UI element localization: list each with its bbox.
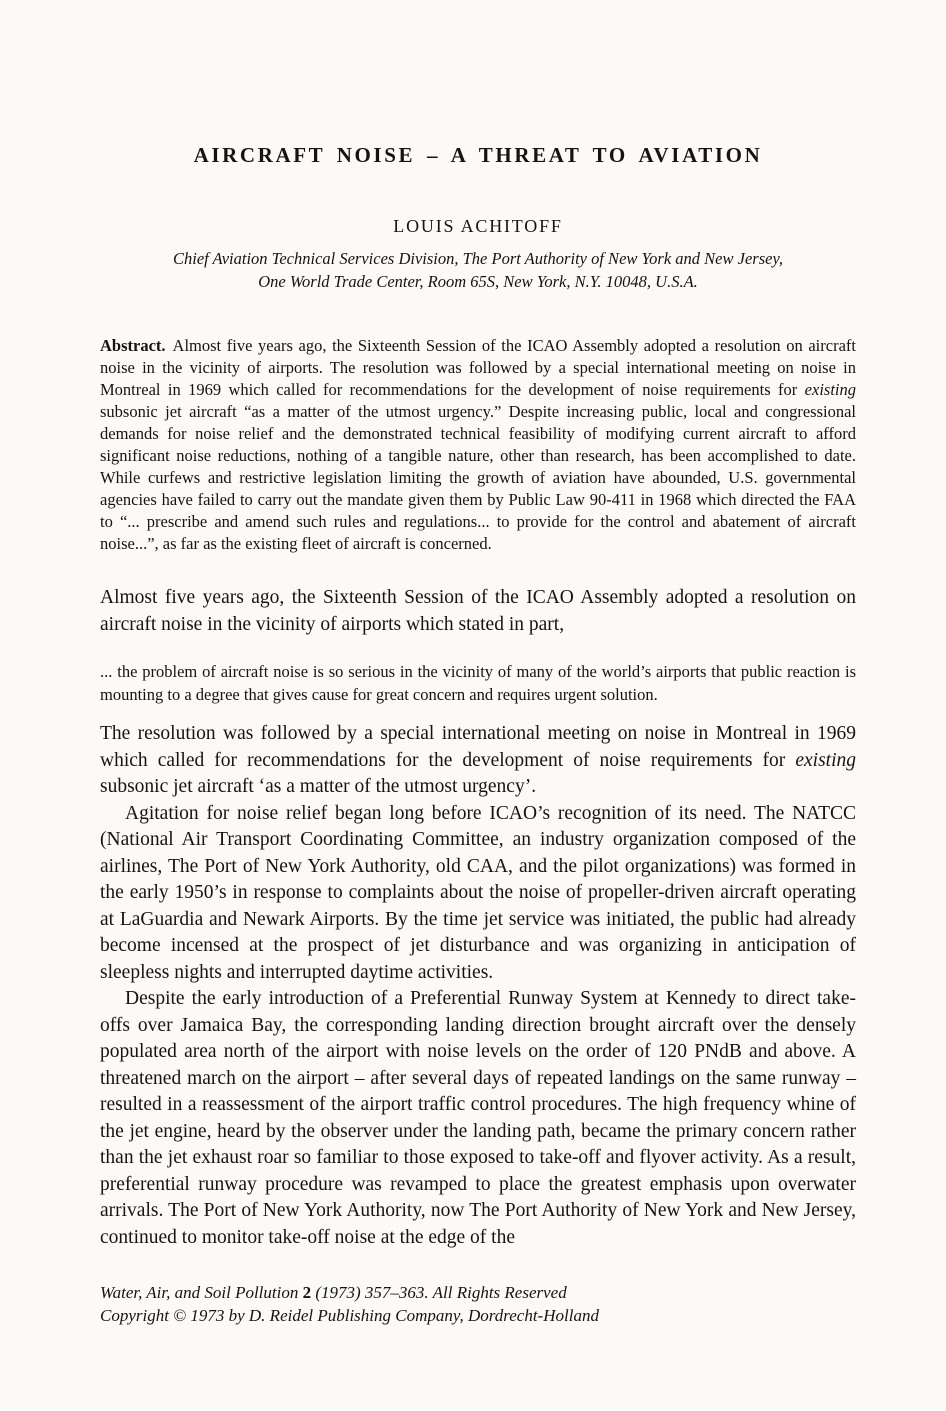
abstract (100, 335, 856, 555)
paragraph-resolution-text-2: subsonic jet aircraft ‘as a matter of the utmost urgency’. (100, 776, 537, 797)
footer-journal-name: Water, Air, and Soil Pollution (100, 1283, 303, 1302)
paragraph-kennedy: Despite the early introduction of a Preferential Runway System at Kennedy to direct take-offs over Jamaica Bay, the corresponding landing direction brought aircraft over the densely populated area north of the airport with noise levels on the order of 120 PNdB and above. A threatened march on the airport – after several days of repeated landings on the same runway – resulted in a reassessment of the airport traffic control procedures. The high frequency whine of the jet engine, heard by the observer under the landing path, became the primary concern rather than the jet exhaust roar so familiar to those exposed to take-off and flyover activity. As a result, preferential runway procedure was revamped to place the greatest emphasis upon overwater arrivals. The Port of New York Authority, now The Port Authority of New York and New Jersey, continued to monitor take-off noise at the edge of the (100, 988, 856, 1248)
paper-title: AIRCRAFT NOISE – A THREAT TO AVIATION (193, 143, 763, 167)
abstract-text-2: subsonic jet aircraft “as a matter of the utmost urgency.” Despite increasing public, local and congressional demands for noise relief and the demonstrated technical feasibility of modifying current aircraft to afford significant noise reductions, nothing of a tangible nature, other than research, has been accomplished to date. While curfews and restrictive legislation limiting the growth of aviation have abounded, U.S. governmental agencies have failed to carry out the mandate given them by Public Law 90-411 in 1968 which directed the FAA to “... prescribe and amend such rules and regulations... to provide for the control and abatement of aircraft noise...”, as far as the existing fleet of aircraft is concerned. (100, 402, 856, 553)
footer-rights: All Rights Reserved (432, 1283, 567, 1302)
paragraph-resolution-text-1: The resolution was followed by a special international meeting on noise in Montreal in 1969 which called for recommendations for the development of noise requirements for (100, 723, 856, 771)
block-quote: ... the problem of aircraft noise is so serious in the vicinity of many of the world’s airports that public reaction is mounting to a degree that gives cause for great concern and requires urgent solution. (100, 662, 856, 704)
abstract-label: Abstract. (100, 336, 166, 355)
abstract-emphasis: existing (804, 380, 856, 399)
footer-copyright: Copyright © 1973 by D. Reidel Publishing Company, Dordrecht-Holland (100, 1306, 599, 1325)
footer-volume: 2 (302, 1283, 312, 1302)
paragraph-agitation: Agitation for noise relief began long before ICAO’s recognition of its need. The NATCC (National Air Transport Coordinating Committee, an industry organization composed of the airlines, The Port of New York Authority, old CAA, and the pilot organizations) was formed in the early 1950’s in response to complaints about the noise of propeller-driven aircraft operating at LaGuardia and Newark Airports. By the time jet service was initiated, the public had already become incensed at the prospect of jet disturbance and was organizing in anticipation of sleepless nights and interrupted daytime activities. (100, 802, 856, 983)
author-name: LOUIS ACHITOFF (393, 216, 563, 236)
journal-footer (100, 1281, 856, 1327)
affiliation-line-1: Chief Aviation Technical Services Division, The Port Authority of New York and New Jersey, (172, 249, 783, 268)
footer-reference: (1973) 357–363. (311, 1283, 433, 1302)
paragraph-resolution (100, 721, 856, 801)
affiliation-line-2: One World Trade Center, Room 65S, New York, N.Y. 10048, U.S.A. (258, 272, 698, 291)
paragraph-intro: Almost five years ago, the Sixteenth Session of the ICAO Assembly adopted a resolution on aircraft noise in the vicinity of airports which stated in part, (100, 587, 856, 635)
footer-citation (100, 1281, 856, 1304)
author-affiliation (100, 247, 856, 293)
abstract-text-1: Almost five years ago, the Sixteenth Session of the ICAO Assembly adopted a resolution on aircraft noise in the vicinity of airports. The resolution was followed by a special international meeting on noise in Montreal in 1969 which called for recommendations for the development of noise requirements for (100, 336, 856, 399)
paragraph-resolution-emphasis: existing (795, 749, 856, 771)
